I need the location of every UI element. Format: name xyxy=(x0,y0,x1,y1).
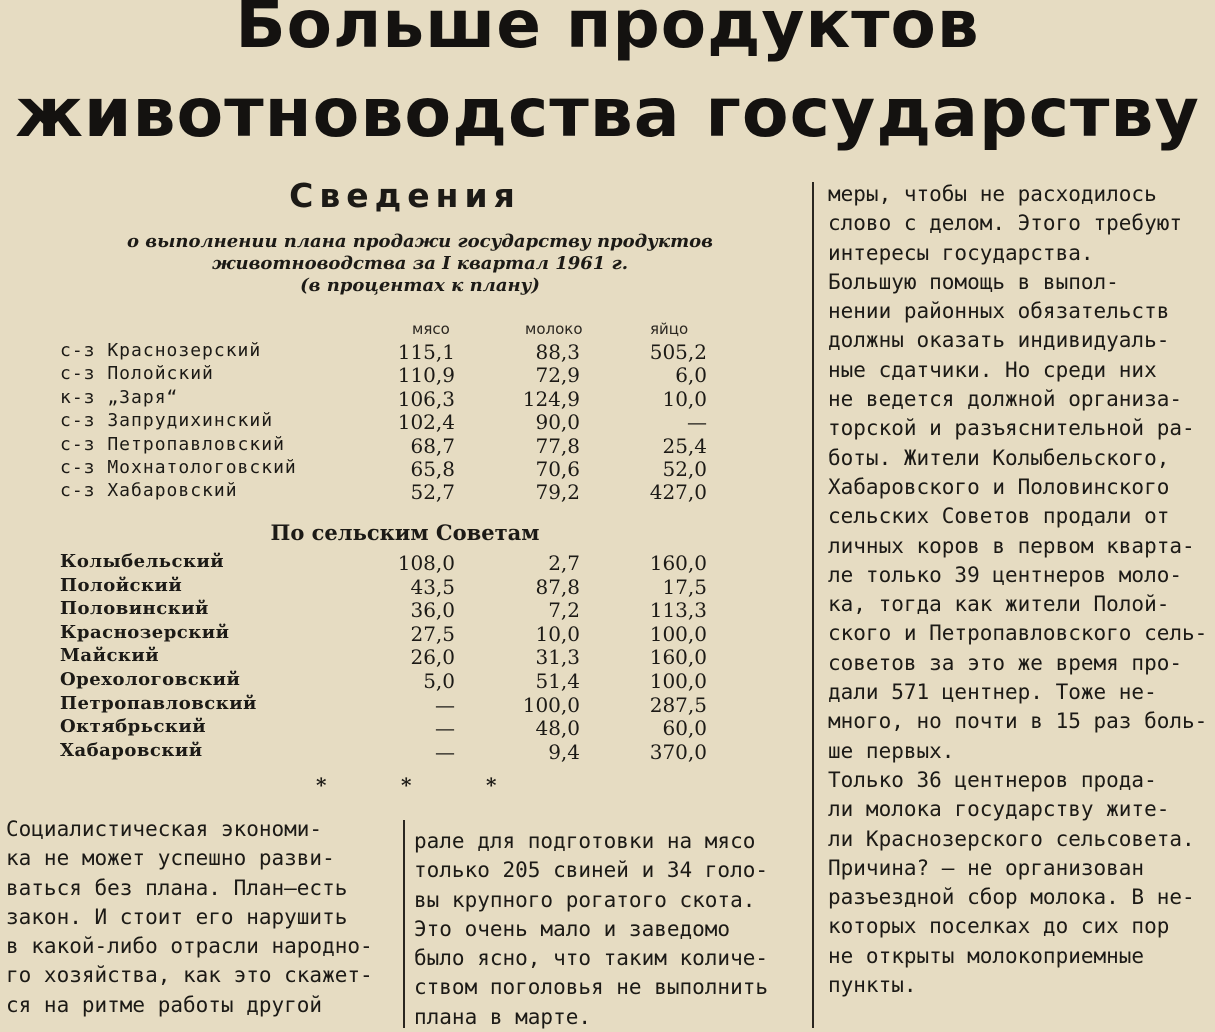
article-line: рале для подготовки на мясо xyxy=(414,829,756,853)
article-line: должны оказать индивидуаль- xyxy=(828,328,1170,353)
report-subtitle-line-2: животноводства за I квартал 1961 г. xyxy=(212,253,628,274)
table-row xyxy=(0,598,810,621)
milk-value: 124,9 xyxy=(522,386,580,411)
article-column-1 xyxy=(6,815,398,1020)
article-line: много, но почти в 15 раз боль- xyxy=(828,709,1208,734)
milk-value: 51,4 xyxy=(535,669,580,693)
row-name: Майский xyxy=(60,645,160,667)
column-header-eggs: яйцо xyxy=(650,320,689,338)
column-header-meat: мясо xyxy=(412,320,450,338)
meat-value: 43,5 xyxy=(410,574,455,599)
meat-value: 115,1 xyxy=(397,340,455,364)
headline-line-1: Больше продуктов xyxy=(235,0,980,63)
table-row xyxy=(0,340,810,363)
article-line: пункты. xyxy=(828,973,917,998)
milk-value: 31,3 xyxy=(535,645,580,670)
article-line: ка, тогда как жители Полой- xyxy=(828,592,1170,617)
eggs-value: 370,0 xyxy=(649,739,707,764)
milk-value: 100,0 xyxy=(522,692,580,717)
meat-value: 36,0 xyxy=(410,598,455,623)
article-line: ле только 39 центнеров моло- xyxy=(828,562,1183,587)
meat-value: 65,8 xyxy=(410,457,455,481)
milk-value: 48,0 xyxy=(535,716,580,741)
eggs-value: 25,4 xyxy=(662,433,707,458)
column-divider-right xyxy=(812,182,814,1028)
eggs-value: 60,0 xyxy=(662,716,707,741)
article-line: разъездной сбор молока. В не- xyxy=(828,885,1195,910)
article-line: Причина? — не организован xyxy=(828,855,1145,880)
headline-line-2: животноводства государству xyxy=(15,74,1200,153)
milk-value: 79,2 xyxy=(535,480,580,505)
article-line: меры, чтобы не расходилось xyxy=(828,182,1157,206)
milk-value: 70,6 xyxy=(535,457,580,481)
table-row xyxy=(0,363,810,386)
meat-value: 106,3 xyxy=(397,386,455,411)
article-line: только 205 свиней и 34 голо- xyxy=(414,858,769,883)
article-line: ваться без плана. План—есть xyxy=(6,875,348,900)
report-subtitle-line-1: о выполнении плана продажи государству продуктов xyxy=(126,231,713,252)
councils-heading: По сельским Советам xyxy=(270,520,540,545)
milk-value: 90,0 xyxy=(535,410,580,435)
table-row xyxy=(0,387,810,410)
row-name: Краснозерский xyxy=(60,621,230,643)
eggs-value: 100,0 xyxy=(649,669,707,693)
article-line: Только 36 центнеров прода- xyxy=(828,767,1157,792)
column-header-milk: молоко xyxy=(525,320,583,338)
eggs-value: 17,5 xyxy=(662,574,707,599)
article-line: боты. Жители Колыбельского, xyxy=(828,445,1170,470)
meat-value: — xyxy=(435,716,455,741)
table-row xyxy=(0,434,810,457)
row-name: с-з Петропавловский xyxy=(60,433,285,455)
separator-star: * xyxy=(316,773,327,797)
report-title: Сведения xyxy=(289,176,521,215)
meat-value: 108,0 xyxy=(397,551,455,575)
row-name: Петропавловский xyxy=(60,692,257,714)
article-line: не ведется должной организа- xyxy=(828,387,1183,412)
table-row xyxy=(0,575,810,598)
article-line: ли Краснозерского сельсовета. xyxy=(828,826,1195,851)
article-line: ся на ритме работы другой xyxy=(6,992,323,1017)
eggs-value: 505,2 xyxy=(649,340,707,364)
row-name: с-з Запрудихинский xyxy=(60,410,274,432)
meat-value: 26,0 xyxy=(410,645,455,670)
eggs-value: 100,0 xyxy=(649,621,707,646)
article-line: слово с делом. Этого требуют xyxy=(828,211,1183,236)
milk-value: 10,0 xyxy=(535,621,580,646)
article-line: Хабаровского и Половинского xyxy=(828,474,1170,499)
row-name: к-з „Заря“ xyxy=(60,386,179,408)
milk-value: 2,7 xyxy=(548,551,580,575)
meat-value: 27,5 xyxy=(410,621,455,646)
row-name: Полойский xyxy=(60,574,183,596)
article-line: вы крупного рогатого скота. xyxy=(414,887,756,912)
article-line: ством поголовья не выполнить xyxy=(414,975,769,1000)
row-name: Орехологовский xyxy=(60,669,241,690)
eggs-value: 10,0 xyxy=(662,386,707,411)
milk-value: 72,9 xyxy=(535,363,580,388)
row-name: Половинский xyxy=(60,598,209,620)
milk-value: 87,8 xyxy=(535,574,580,599)
article-line: ского и Петропавловского сель- xyxy=(828,621,1208,646)
article-line: ли молока государству жите- xyxy=(828,797,1170,822)
article-line: Социалистическая экономи- xyxy=(6,817,323,841)
article-line: ше первых. xyxy=(828,738,955,763)
separator-star: * xyxy=(401,773,412,797)
article-line: ные сдатчики. Но среди них xyxy=(828,357,1157,382)
milk-value: 88,3 xyxy=(535,340,580,364)
article-line: плана в марте. xyxy=(414,1004,592,1029)
table-row xyxy=(0,645,810,668)
table-row xyxy=(0,669,810,692)
meat-value: 102,4 xyxy=(397,410,455,435)
article-line: нении районных обязательств xyxy=(828,299,1170,324)
article-line: торской и разъяснительной ра- xyxy=(828,416,1195,441)
article-line: которых поселках до сих пор xyxy=(828,914,1170,939)
meat-value: 68,7 xyxy=(410,433,455,458)
milk-value: 7,2 xyxy=(548,598,580,623)
report-subtitle-line-3: (в процентах к плану) xyxy=(300,275,540,296)
row-name: с-з Хабаровский xyxy=(60,480,238,502)
table-row xyxy=(0,716,810,739)
eggs-value: 160,0 xyxy=(649,551,707,575)
eggs-value: 160,0 xyxy=(649,645,707,670)
eggs-value: 287,5 xyxy=(649,692,707,717)
table-row xyxy=(0,480,810,503)
row-name: с-з Полойский xyxy=(60,363,214,385)
meat-value: 52,7 xyxy=(410,480,455,505)
article-line: го хозяйства, как это скажет- xyxy=(6,963,373,988)
row-name: Хабаровский xyxy=(60,739,203,761)
article-line: сельских Советов продали от xyxy=(828,504,1170,529)
row-name: с-з Мохнатологовский xyxy=(60,457,297,478)
article-line: интересы государства. xyxy=(828,240,1094,265)
eggs-value: 6,0 xyxy=(675,363,707,388)
article-line: личных коров в первом кварта- xyxy=(828,533,1195,558)
column-divider-left xyxy=(403,820,405,1028)
meat-value: — xyxy=(435,692,455,717)
article-line: Это очень мало и заведомо xyxy=(414,916,731,941)
eggs-value: 52,0 xyxy=(662,457,707,481)
eggs-value: 113,3 xyxy=(649,598,707,623)
separator-star: * xyxy=(486,773,497,797)
table-row xyxy=(0,693,810,716)
article-line: советов за это же время про- xyxy=(828,650,1183,675)
article-line: Большую помощь в выпол- xyxy=(828,269,1119,294)
table-row xyxy=(0,740,810,763)
meat-value: 5,0 xyxy=(423,669,455,693)
article-line: закон. И стоит его нарушить xyxy=(6,904,348,929)
table-row xyxy=(0,551,810,574)
article-line: дали 571 центнер. Тоже не- xyxy=(828,680,1157,705)
meat-value: — xyxy=(435,739,455,764)
milk-value: 9,4 xyxy=(548,739,580,764)
eggs-value: — xyxy=(687,410,707,435)
table-row xyxy=(0,622,810,645)
article-column-3 xyxy=(828,180,1208,1000)
row-name: с-з Краснозерский xyxy=(60,340,262,361)
row-name: Октябрьский xyxy=(60,716,207,738)
table-row xyxy=(0,410,810,433)
article-line: в какой-либо отрасли народно- xyxy=(6,934,373,959)
milk-value: 77,8 xyxy=(535,433,580,458)
article-line: было ясно, что таким количе- xyxy=(414,946,769,971)
article-line: не открыты молокоприемные xyxy=(828,943,1145,968)
table-row xyxy=(0,457,810,480)
row-name: Колыбельский xyxy=(60,551,225,572)
meat-value: 110,9 xyxy=(397,363,455,388)
article-line: ка не может успешно разви- xyxy=(6,846,335,871)
article-column-2 xyxy=(414,827,806,1032)
eggs-value: 427,0 xyxy=(649,480,707,505)
